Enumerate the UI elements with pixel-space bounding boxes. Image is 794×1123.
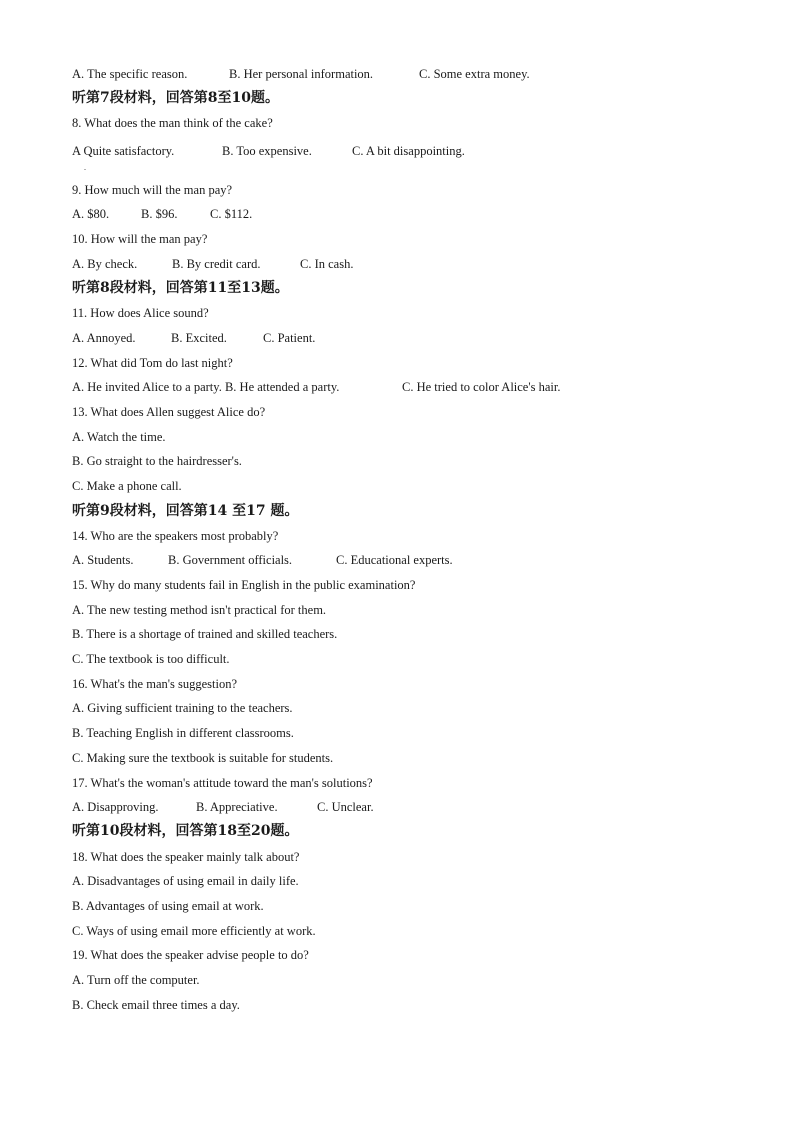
- section-8-heading: 听第8段材料，回答第11至13题。: [72, 280, 289, 296]
- q13-option-a: A. Watch the time.: [72, 430, 166, 444]
- question-18: 18. What does the speaker mainly talk about?: [72, 850, 300, 864]
- q8-option-b: B. Too expensive.: [222, 144, 312, 158]
- q9-option-b: B. $96.: [141, 207, 178, 221]
- q9-option-c: C. $112.: [210, 207, 253, 221]
- question-15: 15. Why do many students fail in English in the public examination?: [72, 578, 416, 592]
- q11-option-b: B. Excited.: [171, 331, 227, 345]
- q16-option-b: B. Teaching English in different classrooms.: [72, 726, 294, 740]
- section-9-heading: 听第9段材料，回答第14 至17 题。: [72, 503, 299, 519]
- q13-option-b: B. Go straight to the hairdresser's.: [72, 454, 242, 468]
- q17-option-a: A. Disapproving.: [72, 800, 159, 814]
- q18-option-b: B. Advantages of using email at work.: [72, 899, 264, 913]
- q15-option-a: A. The new testing method isn't practical for them.: [72, 603, 327, 617]
- q7-option-c: C. Some extra money.: [419, 67, 530, 81]
- q8-option-c: C. A bit disappointing.: [352, 144, 465, 158]
- q11-option-a: A. Annoyed.: [72, 331, 136, 345]
- question-17: 17. What's the woman's attitude toward the man's solutions?: [72, 776, 373, 790]
- question-14: 14. Who are the speakers most probably?: [72, 529, 279, 543]
- q16-option-c: C. Making sure the textbook is suitable for students.: [72, 751, 334, 765]
- q14-option-a: A. Students.: [72, 553, 134, 567]
- q12-options-ab: A. He invited Alice to a party. B. He attended a party.: [72, 380, 340, 394]
- q13-option-c: C. Make a phone call.: [72, 479, 182, 493]
- section-10-heading: 听第10段材料，回答第18至20题。: [72, 823, 299, 839]
- stray-mark: .: [84, 163, 86, 172]
- q18-option-a: A. Disadvantages of using email in daily life.: [72, 874, 299, 888]
- question-11: 11. How does Alice sound?: [72, 306, 209, 320]
- question-16: 16. What's the man's suggestion?: [72, 677, 238, 691]
- q14-option-c: C. Educational experts.: [336, 553, 453, 567]
- q15-option-b: B. There is a shortage of trained and skilled teachers.: [72, 627, 338, 641]
- q9-option-a: A. $80.: [72, 207, 110, 221]
- q19-option-b: B. Check email three times a day.: [72, 998, 240, 1012]
- question-10: 10. How will the man pay?: [72, 232, 208, 246]
- question-8: 8. What does the man think of the cake?: [72, 116, 273, 130]
- q7-option-b: B. Her personal information.: [229, 67, 374, 81]
- q16-option-a: A. Giving sufficient training to the teachers.: [72, 701, 293, 715]
- q15-option-c: C. The textbook is too difficult.: [72, 652, 230, 666]
- q10-option-a: A. By check.: [72, 257, 138, 271]
- q12-option-c: C. He tried to color Alice's hair.: [402, 380, 561, 394]
- q18-option-c: C. Ways of using email more efficiently at work.: [72, 924, 316, 938]
- q19-option-a: A. Turn off the computer.: [72, 973, 200, 987]
- q8-option-a: A Quite satisfactory.: [72, 144, 175, 158]
- section-7-heading: 听第7段材料，回答第8至10题。: [72, 90, 279, 106]
- q10-option-b: B. By credit card.: [172, 257, 261, 271]
- q17-option-b: B. Appreciative.: [196, 800, 278, 814]
- question-13: 13. What does Allen suggest Alice do?: [72, 405, 266, 419]
- question-12: 12. What did Tom do last night?: [72, 356, 233, 370]
- q11-option-c: C. Patient.: [263, 331, 316, 345]
- q17-option-c: C. Unclear.: [317, 800, 374, 814]
- q10-option-c: C. In cash.: [300, 257, 354, 271]
- question-19: 19. What does the speaker advise people to do?: [72, 948, 309, 962]
- question-9: 9. How much will the man pay?: [72, 183, 233, 197]
- q14-option-b: B. Government officials.: [168, 553, 293, 567]
- q7-option-a: A. The specific reason.: [72, 67, 188, 81]
